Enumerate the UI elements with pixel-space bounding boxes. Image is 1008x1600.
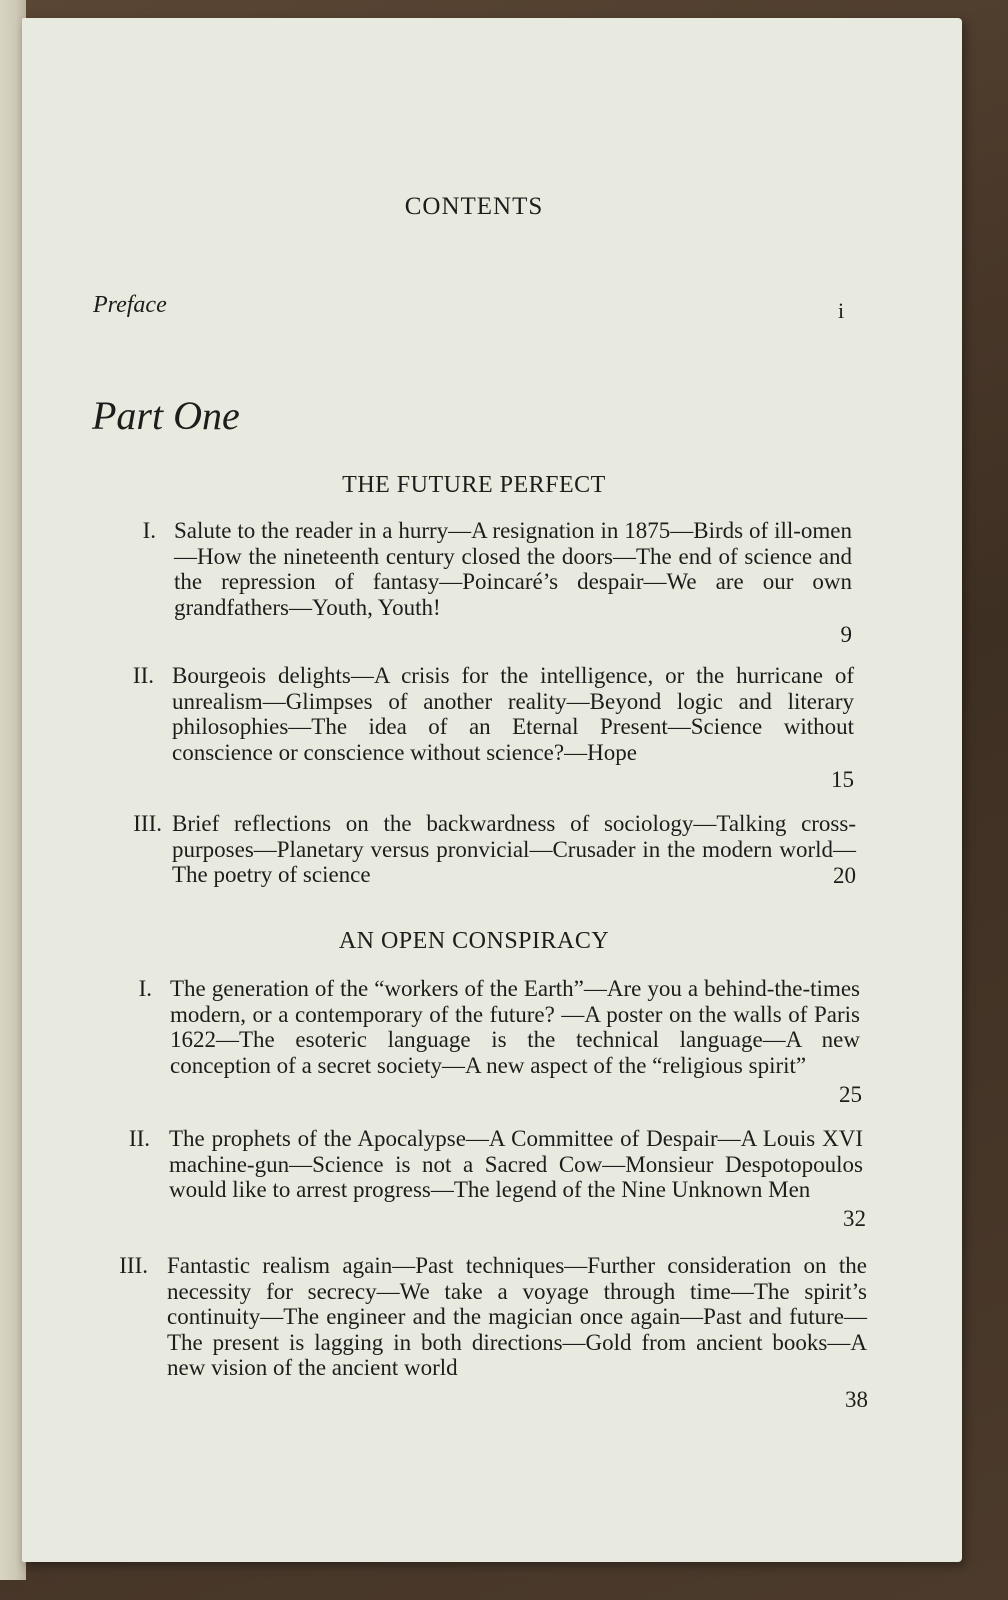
chapter-page-number: 15 [831,767,854,792]
contents-title: CONTENTS [404,193,544,220]
chapter-page-number: 9 [840,622,852,647]
chapter-summary: The prophets of the Apocalypse—A Committee of Despair—A Louis XVI machine-gun—Science is not a Sacred Cow—Monsieur Despotopoulos would like to arrest progress—The legend of the Nine Unknown Men [169,1126,863,1202]
chapter-numeral: III. [133,811,162,836]
chapter-numeral: III. [119,1253,148,1278]
chapter-numeral: I. [138,976,152,1001]
chapter-summary: Fantastic realism again—Past techniques—Further consideration on the necessity for secrecy—We take a voyage through time—The spirit’s continuity—The engineer and the magician once again—Past and future—The present is lagging in both directions—Gold from ancient books—A new vision of the ancient world [167,1253,867,1380]
preface-page-number: i [838,298,845,323]
chapter-summary: The generation of the “workers of the Earth”—Are you a behind-the-times modern, or a contemporary of the future? —A poster on the walls of Paris 1622—The esoteric language is the technical language—A new conception of a secret society—A new aspect of the “religious spirit” [170,976,860,1078]
section-heading-future-perfect: THE FUTURE PERFECT [342,472,606,498]
chapter-page-number: 38 [845,1387,868,1412]
chapter-summary: Brief reflections on the backwardness of sociology—Talking cross-purposes—Planetary versus pronvicial—Crusader in the modern world—The poetry of science [172,811,856,887]
chapter-numeral: I. [142,518,156,543]
chapter-page-number: 32 [843,1206,866,1231]
section-heading-open-conspiracy: AN OPEN CONSPIRACY [338,928,610,954]
chapter-page-number: 25 [839,1082,862,1107]
chapter-summary: Salute to the reader in a hurry—A resignation in 1875—Birds of ill-omen—How the nineteenth century closed the doors—The end of science and the repression of fantasy—Poincaré’s despair—We are our own grandfathers—Youth, Youth! [174,518,852,620]
chapter-summary: Bourgeois delights—A crisis for the intelligence, or the hurricane of unrealism—Glimpses of another reality—Beyond logic and literary philosophies—The idea of an Eternal Present—Science without conscience or conscience without science?—Hope [172,663,854,765]
chapter-page-number: 20 [833,863,856,888]
chapter-numeral: II. [132,663,154,688]
preface-label: Preface [93,292,167,318]
chapter-numeral: II. [128,1126,150,1151]
part-heading: Part One [92,393,240,438]
